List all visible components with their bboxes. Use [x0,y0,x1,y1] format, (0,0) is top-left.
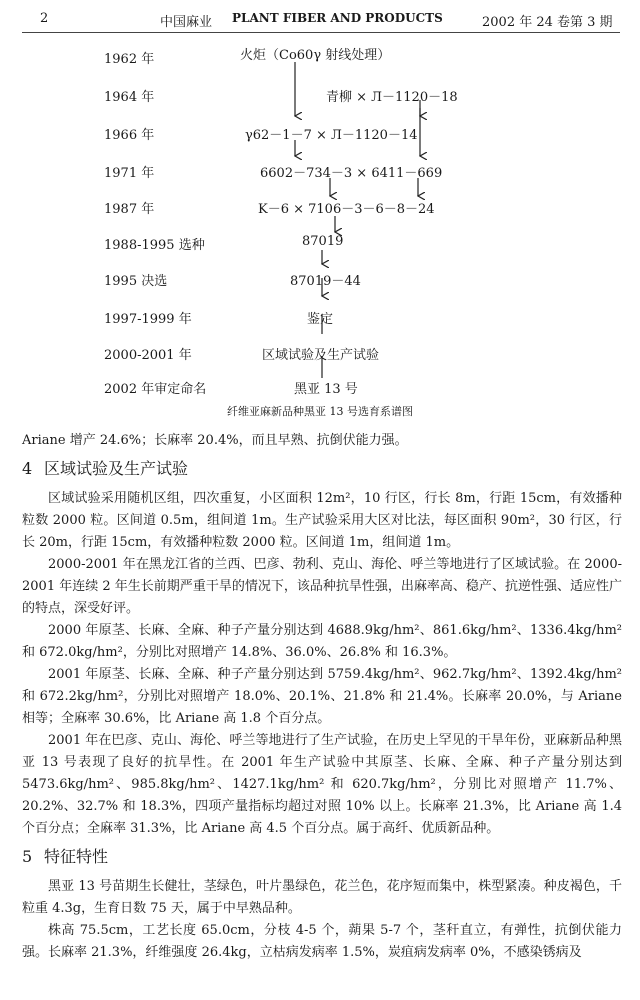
paragraph: 2001 年在巴彦、克山、海伦、呼兰等地进行了生产试验，在历史上罕见的干旱年份，亚麻新品种黑亚 13 号表现了良好的抗旱性。在 2001 年生产试验中其原茎、长麻、全麻、种子产量分别达到 5473.6kg/hm²、985.8kg/hm²、1427.1kg/hm² 和 620.7kg/hm²，分别比对照增产 11.7%、20.2%、32.7% 和 18.3%，四项产量指标均超过对照 10% 以上。长麻率 21.3%，比 Ariane 高 1.4 个百分点；全麻率 31.3%，比 Ariane 高 4.5 个百分点。属于高纤、优质新品种。 [22,733,622,836]
pedigree-node: 区域试验及生产试验 [262,348,380,363]
pedigree-node: 青柳 × Л－1120－18 [326,90,458,105]
journal-name-cn: 中国麻业 [160,15,213,30]
paragraph: 株高 75.5cm，工艺长度 65.0cm，分枝 4-5 个，蒴果 5-7 个，茎秆直立，有弹性，抗倒伏能力强。长麻率 21.3%，纤维强度 26.4kg，立枯病发病率 1.5%，炭疽病发病率 0%，不感染锈病及 [22,923,622,960]
year-label: 1962 年 [104,52,155,67]
year-label: 1964 年 [104,90,155,105]
paragraph: 黑亚 13 号苗期生长健壮，茎绿色，叶片墨绿色，花兰色，花序短而集中，株型紧凑。种皮褐色，千粒重 4.3g，生育日数 75 天，属于中早熟品种。 [22,879,622,916]
pedigree-arrows [0,38,640,428]
year-label: 1995 决选 [104,274,168,289]
year-label: 2000-2001 年 [104,348,192,363]
pedigree-node: 火炬（Co60γ 射线处理） [240,48,391,63]
diagram-caption: 纤维亚麻新品种黑亚 13 号选育系谱图 [227,405,413,418]
section-heading [22,844,622,870]
section-number: 4 [22,459,33,478]
year-label: 2002 年审定命名 [104,382,207,397]
pedigree-node: 87019－44 [290,274,361,289]
year-label: 1966 年 [104,128,155,143]
year-label: 1987 年 [104,202,155,217]
pedigree-node: γ62－1－7 × Л－1120－14 [245,128,418,143]
pedigree-node: 87019 [302,234,344,249]
journal-name-en: PLANT FIBER AND PRODUCTS [232,11,443,25]
section-number: 5 [22,847,33,866]
page-header [0,0,640,36]
year-label: 1988-1995 选种 [104,238,205,253]
pedigree-node: 黑亚 13 号 [294,382,358,397]
pedigree-node: 6602－734－3 × 6411－669 [260,166,443,181]
paragraph: 2001 年原茎、长麻、全麻、种子产量分别达到 5759.4kg/hm²、962.7kg/hm²、1392.4kg/hm² 和 672.2kg/hm²，分别比对照增产 18.0%、20.1%、21.8% 和 21.4%。长麻率 20.0%，与 Ariane 相等；全麻率 30.6%，比 Ariane 高 1.8 个百分点。 [22,667,622,726]
paragraph: 2000 年原茎、长麻、全麻、种子产量分别达到 4688.9kg/hm²、861.6kg/hm²、1336.4kg/hm² 和 672.0kg/hm²，分别比对照增产 14.8%、36.0%、26.8% 和 16.3%。 [22,623,622,660]
section-heading [22,456,622,482]
page-number: 2 [40,11,49,26]
year-label: 1971 年 [104,166,155,181]
section-title: 区域试验及生产试验 [44,459,189,478]
pedigree-node: 鉴定 [307,312,334,327]
paragraph: 2000-2001 年在黑龙江省的兰西、巴彦、勃利、克山、海伦、呼兰等地进行了区域试验。在 2000-2001 年连续 2 年生长前期严重干旱的情况下，该品种抗旱性强，出麻率高、稳产、抗逆性强、适应性广的特点，深受好评。 [22,557,622,616]
article-body [22,430,622,964]
intro-line: Ariane 增产 24.6%；长麻率 20.4%，而且早熟、抗倒伏能力强。 [22,433,408,448]
year-label: 1997-1999 年 [104,312,192,327]
paragraph: 区域试验采用随机区组，四次重复，小区面积 12m²，10 行区，行长 8m，行距 15cm，有效播种粒数 2000 粒。区间道 0.5m，组间道 1m。生产试验采用大区对比法，每区面积 90m²，30 行区，行长 20m，行距 15cm，有效播种粒数 2000 粒。区间道 1m，组间道 1m。 [22,491,622,550]
pedigree-diagram [0,38,640,428]
section-title: 特征特性 [44,847,109,866]
issue-info: 2002 年 24 卷第 3 期 [482,15,613,30]
header-rule [22,32,620,33]
pedigree-node: K－6 × 7106－3－6－8－24 [258,202,435,217]
